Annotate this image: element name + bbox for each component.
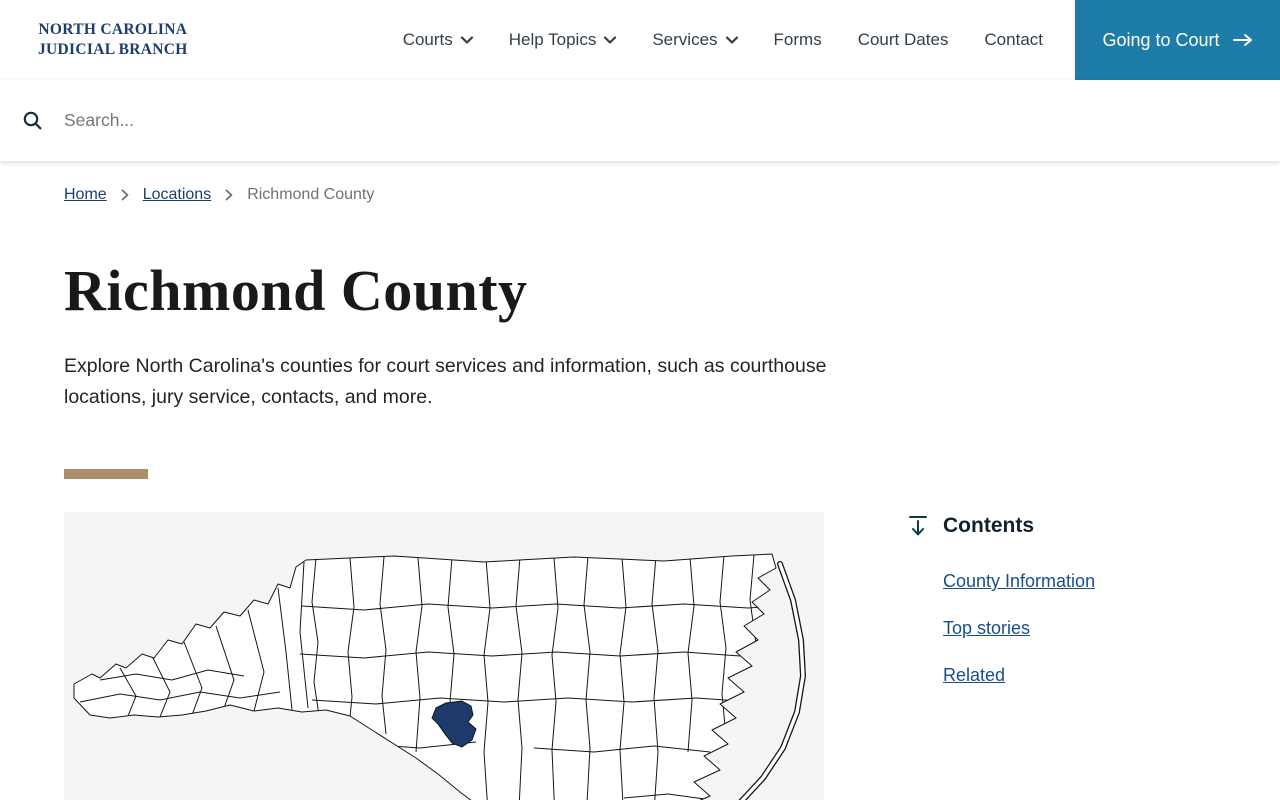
page-content — [0, 161, 1280, 800]
nav-item-forms[interactable] — [774, 30, 822, 50]
page-intro: Explore North Carolina's counties for court services and information, such as courthouse locations, jury service, contacts, and more. — [64, 354, 827, 408]
chevron-down-icon — [726, 36, 738, 44]
site-logo[interactable] — [38, 0, 188, 80]
state-outline — [74, 554, 776, 800]
nav-item-help-topics[interactable] — [509, 30, 617, 50]
going-to-court-button[interactable] — [1075, 0, 1280, 80]
nav-label: Forms — [773, 30, 822, 49]
contents-link-top-stories[interactable]: Top stories — [943, 617, 1031, 638]
going-to-court-label: Going to Court — [1102, 29, 1220, 50]
contents-link-county-information[interactable]: County Information — [943, 570, 1096, 591]
search-input[interactable] — [48, 80, 1280, 161]
search-bar — [0, 80, 1280, 161]
logo-line-2: JUDICIAL BRANCH — [38, 41, 188, 58]
north-carolina-map-image — [64, 512, 824, 800]
breadcrumb-current: Richmond County — [247, 186, 375, 203]
search-icon — [23, 111, 42, 130]
nav-label: Court Dates — [857, 30, 949, 49]
jump-to-section-icon[interactable] — [908, 515, 928, 537]
nav-label: Courts — [402, 30, 453, 49]
page-title: Richmond County — [64, 258, 528, 323]
arrow-right-icon — [1233, 33, 1253, 47]
nc-county-map — [64, 512, 824, 800]
nav-item-contact[interactable] — [984, 30, 1043, 50]
contents-header — [908, 514, 1095, 538]
contents-links — [943, 571, 1095, 686]
search-button[interactable] — [23, 111, 48, 130]
site-header — [0, 0, 1280, 80]
nav-label: Contact — [984, 30, 1043, 49]
accent-rule — [64, 469, 148, 479]
breadcrumb-chevron-icon — [121, 189, 129, 201]
contents-link-related[interactable]: Related — [943, 664, 1006, 685]
breadcrumb-chevron-icon — [225, 189, 233, 201]
nav-item-services[interactable] — [652, 30, 737, 50]
nav-label: Help Topics — [508, 30, 597, 49]
nav-item-court-dates[interactable] — [858, 30, 949, 50]
breadcrumb-locations-link[interactable]: Locations — [142, 186, 212, 203]
contents-title: Contents — [943, 513, 1034, 537]
logo-line-1: NORTH CAROLINA — [38, 20, 188, 38]
nav-label: Services — [652, 30, 718, 49]
chevron-down-icon — [604, 36, 616, 44]
breadcrumb-home-link[interactable]: Home — [64, 186, 107, 203]
breadcrumb — [64, 161, 1280, 204]
chevron-down-icon — [461, 36, 473, 44]
contents-rail — [908, 512, 1095, 800]
nav-item-courts[interactable] — [403, 30, 473, 50]
main-nav — [403, 0, 1043, 80]
